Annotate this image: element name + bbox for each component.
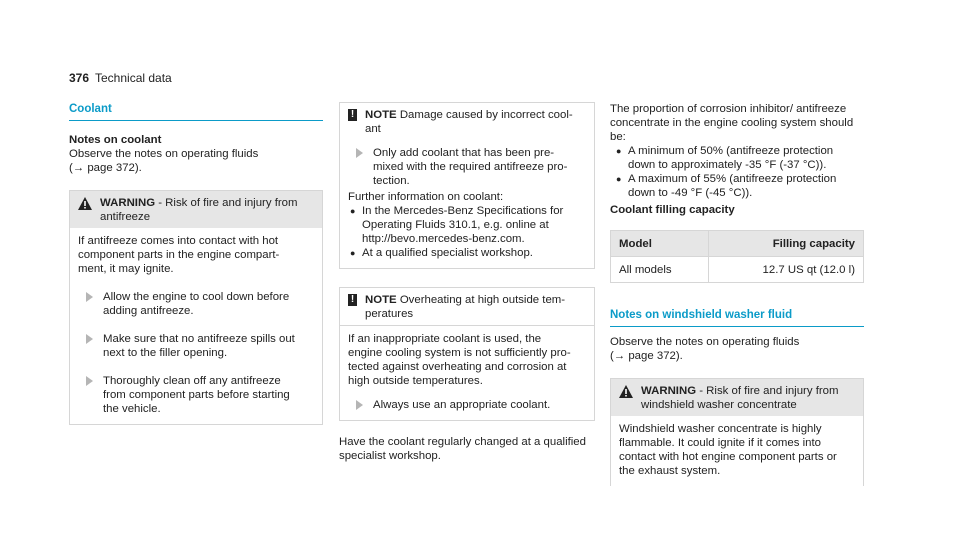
step-arrow-icon — [86, 292, 93, 302]
step-text-line: next to the filler opening. — [103, 347, 228, 359]
section-title-coolant: Coolant — [69, 102, 323, 121]
bullet-text-line: A maximum of 55% (antifreeze protection — [628, 173, 837, 185]
note-text-line: tected against overheating and corrosion at — [348, 361, 567, 373]
warning-text-line: Windshield washer concentrate is highly — [619, 423, 822, 435]
bullet-text-line: down to approximately -35 °F (-37 °C)). — [628, 159, 827, 171]
note-title-line: peratures — [365, 308, 414, 320]
note-title-line: ant — [365, 123, 381, 135]
step-text-line: Only add coolant that has been pre- — [373, 147, 555, 159]
exclamation-icon: ! — [348, 109, 357, 121]
warning-body — [611, 416, 863, 486]
notes-text-line: Observe the notes on operating fluids — [69, 148, 259, 160]
bullet-text-line: down to -49 °F (-45 °C)). — [628, 187, 753, 199]
step-text-line: the vehicle. — [103, 403, 161, 415]
bullet-text-line: In the Mercedes-Benz Specifications for — [362, 205, 564, 217]
washer-text-line: Observe the notes on operating fluids — [610, 336, 800, 348]
note-text-line: If an inappropriate coolant is used, the — [348, 333, 542, 345]
page-header-title: Technical data — [95, 71, 172, 85]
notes-text-line: (→ page 372). — [69, 162, 142, 174]
bullet-text-line: At a qualified specialist workshop. — [362, 247, 533, 259]
notes-heading: Notes on coolant — [69, 134, 162, 146]
body-text-line: specialist workshop. — [339, 450, 441, 462]
warning-text-line: If antifreeze comes into contact with hot — [78, 235, 279, 247]
section-title-washer: Notes on windshield washer fluid — [610, 308, 864, 327]
bullet-text-line: A minimum of 50% (antifreeze protection — [628, 145, 834, 157]
table-cell: All models — [611, 257, 709, 283]
step-text-line: Allow the engine to cool down before — [103, 291, 290, 303]
body-text-line: The proportion of corrosion inhibitor/ antifreeze — [610, 103, 847, 115]
note-text-line: engine cooling system is not sufficiently pro- — [348, 347, 571, 359]
warning-label: WARNING — [641, 385, 697, 397]
warning-box-antifreeze — [69, 190, 323, 425]
warning-label: WARNING — [100, 197, 156, 209]
exclamation-icon: ! — [348, 294, 357, 306]
warning-text-line: ment, it may ignite. — [78, 263, 174, 275]
bullet-item — [610, 144, 864, 172]
note-body — [340, 140, 594, 268]
warning-body — [70, 228, 322, 424]
warning-text-line: the exhaust system. — [619, 465, 721, 477]
column-notes — [339, 102, 595, 463]
note-title: Damage caused by incorrect cool- — [396, 109, 573, 121]
table-header-cell: Filling capacity — [709, 231, 864, 257]
note-header — [340, 288, 594, 326]
page-number: 376 — [69, 71, 90, 85]
bullet-dot-icon: ● — [616, 146, 622, 156]
step-text-line: mixed with the required antifreeze pro- — [373, 161, 568, 173]
step-arrow-icon — [86, 376, 93, 386]
bullet-item — [348, 204, 586, 246]
warning-title: - Risk of fire and injury from — [696, 385, 839, 397]
bullet-item — [348, 246, 586, 260]
step-arrow-icon — [356, 148, 363, 158]
warning-text-line: flammable. It could ignite if it comes into — [619, 437, 821, 449]
note-box-overheating — [339, 287, 595, 421]
capacity-table — [610, 230, 864, 283]
bullet-dot-icon: ● — [616, 174, 622, 184]
step-item — [78, 332, 314, 360]
note-header — [340, 103, 594, 140]
step-item — [78, 374, 314, 416]
bullet-item — [610, 172, 864, 200]
warning-triangle-icon — [78, 197, 92, 210]
bullet-text-line: Operating Fluids 310.1, e.g. online at — [362, 219, 549, 231]
step-text-line: tection. — [373, 175, 410, 187]
body-text-line: Have the coolant regularly changed at a qualified — [339, 436, 586, 448]
note-text-line: high outside temperatures. — [348, 375, 483, 387]
warning-title-line: windshield washer concentrate — [641, 399, 797, 411]
warning-text-line: contact with hot engine component parts or — [619, 451, 837, 463]
body-text-line: concentrate in the engine cooling system should — [610, 117, 854, 129]
table-row — [611, 257, 864, 283]
bullet-dot-icon: ● — [350, 206, 356, 216]
step-item — [78, 290, 314, 318]
step-text-line: from component parts before starting — [103, 389, 290, 401]
warning-title-line: antifreeze — [100, 211, 151, 223]
step-text-line: Always use an appropriate coolant. — [373, 399, 551, 411]
table-header-row — [611, 231, 864, 257]
capacity-heading: Coolant filling capacity — [610, 204, 735, 216]
warning-title: - Risk of fire and injury from — [155, 197, 298, 209]
column-capacity — [610, 102, 864, 486]
note-body — [340, 326, 594, 420]
further-info: Further information on coolant: — [348, 191, 504, 203]
intro-text — [610, 102, 864, 144]
bullet-dot-icon: ● — [350, 248, 356, 258]
warning-box-washer — [610, 378, 864, 486]
body-text-line: be: — [610, 131, 626, 143]
step-text-line: Make sure that no antifreeze spills out — [103, 333, 295, 345]
warning-header — [611, 379, 863, 416]
table-header-cell: Model — [611, 231, 709, 257]
warning-text-line: component parts in the engine compart- — [78, 249, 280, 261]
table-cell: 12.7 US qt (12.0 l) — [709, 257, 864, 283]
bullet-text-line: http://bevo.mercedes-benz.com. — [362, 233, 525, 245]
note-title: Overheating at high outside tem- — [396, 294, 566, 306]
washer-text-line: (→ page 372). — [610, 350, 683, 362]
step-text-line: adding antifreeze. — [103, 305, 194, 317]
column-coolant — [69, 102, 323, 425]
step-item — [348, 398, 586, 412]
warning-triangle-icon — [619, 385, 633, 398]
warning-header — [70, 191, 322, 228]
step-arrow-icon — [86, 334, 93, 344]
coolant-change-text — [339, 435, 595, 463]
step-arrow-icon — [356, 400, 363, 410]
step-text-line: Thoroughly clean off any antifreeze — [103, 375, 281, 387]
step-item — [348, 146, 586, 188]
note-box-damage — [339, 102, 595, 269]
note-label: NOTE — [365, 294, 397, 306]
note-label: NOTE — [365, 109, 397, 121]
